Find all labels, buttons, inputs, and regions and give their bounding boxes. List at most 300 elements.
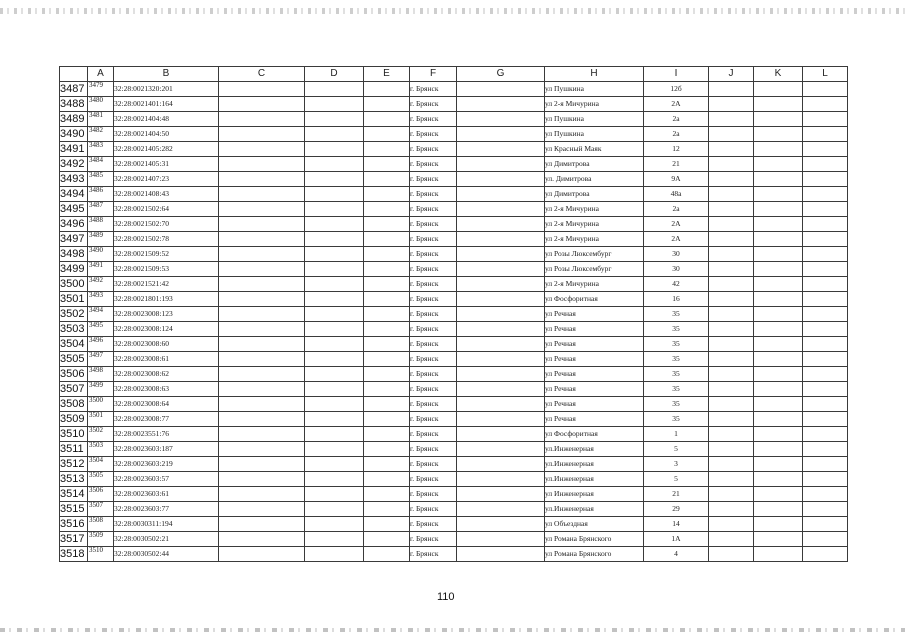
cell-d bbox=[305, 82, 364, 97]
cell-k bbox=[754, 442, 803, 457]
cell-d bbox=[305, 442, 364, 457]
cell-g bbox=[457, 232, 545, 247]
row-number: 3504 bbox=[60, 337, 88, 352]
cell-a bbox=[88, 262, 114, 277]
cell-cadastral-number: 32:28:0023603:77 bbox=[114, 502, 219, 517]
cell-d bbox=[305, 127, 364, 142]
cell-k bbox=[754, 337, 803, 352]
cell-a-value: 3507 bbox=[89, 501, 103, 509]
cell-e bbox=[364, 172, 410, 187]
cell-j bbox=[709, 172, 754, 187]
cell-c bbox=[219, 532, 305, 547]
cell-street: ул Фосфоритная bbox=[545, 292, 644, 307]
cell-city: г. Брянск bbox=[410, 457, 457, 472]
row-number: 3515 bbox=[60, 502, 88, 517]
cell-g bbox=[457, 202, 545, 217]
cell-house-number: 30 bbox=[644, 247, 709, 262]
cell-cadastral-number: 32:28:0021509:53 bbox=[114, 262, 219, 277]
column-header: A bbox=[88, 67, 114, 82]
cell-cadastral-number: 32:28:0021502:64 bbox=[114, 202, 219, 217]
cell-city: г. Брянск bbox=[410, 157, 457, 172]
cell-a bbox=[88, 97, 114, 112]
cell-cadastral-number: 32:28:0021801:193 bbox=[114, 292, 219, 307]
cell-cadastral-number: 32:28:0021320:201 bbox=[114, 82, 219, 97]
cell-j bbox=[709, 382, 754, 397]
cell-d bbox=[305, 517, 364, 532]
cell-d bbox=[305, 502, 364, 517]
table-row bbox=[60, 532, 848, 547]
cell-a bbox=[88, 547, 114, 562]
cell-c bbox=[219, 247, 305, 262]
cell-a bbox=[88, 172, 114, 187]
cell-j bbox=[709, 232, 754, 247]
cell-g bbox=[457, 427, 545, 442]
cell-k bbox=[754, 367, 803, 382]
cell-l bbox=[803, 187, 848, 202]
cell-g bbox=[457, 142, 545, 157]
cell-street: ул Речная bbox=[545, 382, 644, 397]
cell-l bbox=[803, 292, 848, 307]
cell-city: г. Брянск bbox=[410, 247, 457, 262]
row-number: 3518 bbox=[60, 547, 88, 562]
cell-g bbox=[457, 82, 545, 97]
cell-cadastral-number: 32:28:0021405:31 bbox=[114, 157, 219, 172]
cell-k bbox=[754, 322, 803, 337]
cell-house-number: 1А bbox=[644, 532, 709, 547]
cell-d bbox=[305, 427, 364, 442]
cell-house-number: 35 bbox=[644, 307, 709, 322]
cell-e bbox=[364, 352, 410, 367]
row-number: 3497 bbox=[60, 232, 88, 247]
cell-a bbox=[88, 457, 114, 472]
cell-e bbox=[364, 532, 410, 547]
cell-j bbox=[709, 397, 754, 412]
cell-a bbox=[88, 502, 114, 517]
cell-a-value: 3508 bbox=[89, 516, 103, 524]
column-header: D bbox=[305, 67, 364, 82]
cell-a-value: 3503 bbox=[89, 441, 103, 449]
cell-k bbox=[754, 217, 803, 232]
row-number: 3514 bbox=[60, 487, 88, 502]
table-row bbox=[60, 142, 848, 157]
cell-l bbox=[803, 457, 848, 472]
cell-e bbox=[364, 382, 410, 397]
cell-street: ул.Инженерная bbox=[545, 457, 644, 472]
table-row bbox=[60, 172, 848, 187]
row-number: 3493 bbox=[60, 172, 88, 187]
cell-c bbox=[219, 127, 305, 142]
cell-street: ул Речная bbox=[545, 322, 644, 337]
cell-house-number: 2а bbox=[644, 127, 709, 142]
cell-e bbox=[364, 367, 410, 382]
cell-cadastral-number: 32:28:0023603:61 bbox=[114, 487, 219, 502]
cell-l bbox=[803, 142, 848, 157]
cell-a-value: 3491 bbox=[89, 261, 103, 269]
cell-g bbox=[457, 352, 545, 367]
cell-g bbox=[457, 397, 545, 412]
cell-c bbox=[219, 397, 305, 412]
cell-l bbox=[803, 97, 848, 112]
cell-d bbox=[305, 187, 364, 202]
cell-a bbox=[88, 337, 114, 352]
row-number: 3507 bbox=[60, 382, 88, 397]
cell-l bbox=[803, 382, 848, 397]
cell-cadastral-number: 32:28:0021502:78 bbox=[114, 232, 219, 247]
cell-d bbox=[305, 217, 364, 232]
cell-k bbox=[754, 502, 803, 517]
cell-d bbox=[305, 487, 364, 502]
cell-city: г. Брянск bbox=[410, 397, 457, 412]
cell-l bbox=[803, 487, 848, 502]
column-header: K bbox=[754, 67, 803, 82]
row-number: 3500 bbox=[60, 277, 88, 292]
cell-g bbox=[457, 487, 545, 502]
row-number: 3487 bbox=[60, 82, 88, 97]
column-header: J bbox=[709, 67, 754, 82]
cell-e bbox=[364, 307, 410, 322]
cell-city: г. Брянск bbox=[410, 412, 457, 427]
cell-j bbox=[709, 217, 754, 232]
cell-a bbox=[88, 277, 114, 292]
cell-c bbox=[219, 457, 305, 472]
cell-city: г. Брянск bbox=[410, 502, 457, 517]
spreadsheet-table bbox=[59, 66, 848, 562]
cell-cadastral-number: 32:28:0021509:52 bbox=[114, 247, 219, 262]
row-number: 3510 bbox=[60, 427, 88, 442]
cell-a-value: 3510 bbox=[89, 546, 103, 554]
cell-j bbox=[709, 532, 754, 547]
row-number: 3508 bbox=[60, 397, 88, 412]
cell-cadastral-number: 32:28:0023008:124 bbox=[114, 322, 219, 337]
cell-a bbox=[88, 187, 114, 202]
cell-k bbox=[754, 187, 803, 202]
cell-city: г. Брянск bbox=[410, 547, 457, 562]
column-header: I bbox=[644, 67, 709, 82]
table-row bbox=[60, 502, 848, 517]
cell-a bbox=[88, 202, 114, 217]
cell-e bbox=[364, 142, 410, 157]
cell-j bbox=[709, 412, 754, 427]
row-number: 3496 bbox=[60, 217, 88, 232]
cell-city: г. Брянск bbox=[410, 517, 457, 532]
table-row bbox=[60, 187, 848, 202]
cell-k bbox=[754, 547, 803, 562]
table-row bbox=[60, 112, 848, 127]
table-row bbox=[60, 262, 848, 277]
cell-d bbox=[305, 112, 364, 127]
cell-k bbox=[754, 202, 803, 217]
cell-l bbox=[803, 247, 848, 262]
cell-house-number: 21 bbox=[644, 157, 709, 172]
cell-k bbox=[754, 532, 803, 547]
row-number: 3503 bbox=[60, 322, 88, 337]
cell-a-value: 3482 bbox=[89, 126, 103, 134]
cell-street: ул Речная bbox=[545, 367, 644, 382]
cell-city: г. Брянск bbox=[410, 97, 457, 112]
cell-l bbox=[803, 322, 848, 337]
cell-e bbox=[364, 127, 410, 142]
cell-house-number: 2А bbox=[644, 232, 709, 247]
cell-street: ул 2-я Мичурина bbox=[545, 97, 644, 112]
cell-j bbox=[709, 82, 754, 97]
cell-l bbox=[803, 412, 848, 427]
row-number: 3488 bbox=[60, 97, 88, 112]
row-number: 3512 bbox=[60, 457, 88, 472]
cell-j bbox=[709, 277, 754, 292]
cell-k bbox=[754, 352, 803, 367]
cell-d bbox=[305, 547, 364, 562]
table-row bbox=[60, 547, 848, 562]
cell-cadastral-number: 32:28:0030502:44 bbox=[114, 547, 219, 562]
cell-street: ул Речная bbox=[545, 412, 644, 427]
cell-j bbox=[709, 472, 754, 487]
column-header: C bbox=[219, 67, 305, 82]
cell-l bbox=[803, 262, 848, 277]
cell-cadastral-number: 32:28:0021405:282 bbox=[114, 142, 219, 157]
cell-city: г. Брянск bbox=[410, 172, 457, 187]
cell-j bbox=[709, 487, 754, 502]
cell-city: г. Брянск bbox=[410, 487, 457, 502]
cell-l bbox=[803, 127, 848, 142]
cell-g bbox=[457, 322, 545, 337]
cell-house-number: 35 bbox=[644, 367, 709, 382]
cell-k bbox=[754, 97, 803, 112]
cell-a bbox=[88, 532, 114, 547]
table-row bbox=[60, 397, 848, 412]
cell-c bbox=[219, 307, 305, 322]
cell-c bbox=[219, 172, 305, 187]
table-row bbox=[60, 487, 848, 502]
table-row bbox=[60, 472, 848, 487]
cell-d bbox=[305, 277, 364, 292]
cell-l bbox=[803, 397, 848, 412]
table-row bbox=[60, 427, 848, 442]
cell-e bbox=[364, 202, 410, 217]
cell-city: г. Брянск bbox=[410, 367, 457, 382]
cell-city: г. Брянск bbox=[410, 262, 457, 277]
cell-e bbox=[364, 472, 410, 487]
cell-a bbox=[88, 367, 114, 382]
cell-e bbox=[364, 412, 410, 427]
cell-a-value: 3497 bbox=[89, 351, 103, 359]
cell-e bbox=[364, 487, 410, 502]
cell-house-number: 42 bbox=[644, 277, 709, 292]
row-number: 3505 bbox=[60, 352, 88, 367]
table-row bbox=[60, 307, 848, 322]
cell-g bbox=[457, 262, 545, 277]
table-row bbox=[60, 412, 848, 427]
cell-a-value: 3494 bbox=[89, 306, 103, 314]
cell-a-value: 3498 bbox=[89, 366, 103, 374]
cell-g bbox=[457, 127, 545, 142]
cell-j bbox=[709, 202, 754, 217]
row-number: 3511 bbox=[60, 442, 88, 457]
cell-a-value: 3493 bbox=[89, 291, 103, 299]
cell-k bbox=[754, 412, 803, 427]
cell-g bbox=[457, 367, 545, 382]
cell-cadastral-number: 32:28:0021502:70 bbox=[114, 217, 219, 232]
row-number: 3498 bbox=[60, 247, 88, 262]
cell-house-number: 48а bbox=[644, 187, 709, 202]
cell-e bbox=[364, 277, 410, 292]
cell-d bbox=[305, 412, 364, 427]
cell-l bbox=[803, 517, 848, 532]
cell-k bbox=[754, 157, 803, 172]
cell-j bbox=[709, 247, 754, 262]
table-row bbox=[60, 457, 848, 472]
cell-cadastral-number: 32:28:0021401:164 bbox=[114, 97, 219, 112]
cell-house-number: 2а bbox=[644, 112, 709, 127]
row-number: 3517 bbox=[60, 532, 88, 547]
cell-a-value: 3490 bbox=[89, 246, 103, 254]
cell-e bbox=[364, 247, 410, 262]
cell-c bbox=[219, 322, 305, 337]
cell-l bbox=[803, 172, 848, 187]
column-header: G bbox=[457, 67, 545, 82]
table-row bbox=[60, 82, 848, 97]
cell-j bbox=[709, 367, 754, 382]
cell-j bbox=[709, 307, 754, 322]
row-number: 3502 bbox=[60, 307, 88, 322]
cell-d bbox=[305, 172, 364, 187]
cell-j bbox=[709, 157, 754, 172]
cell-city: г. Брянск bbox=[410, 277, 457, 292]
cell-a-value: 3506 bbox=[89, 486, 103, 494]
cell-cadastral-number: 32:28:0023603:57 bbox=[114, 472, 219, 487]
cell-house-number: 4 bbox=[644, 547, 709, 562]
scan-noise-top bbox=[0, 8, 905, 14]
row-number: 3516 bbox=[60, 517, 88, 532]
table-row bbox=[60, 352, 848, 367]
cell-l bbox=[803, 547, 848, 562]
cell-a-value: 3496 bbox=[89, 336, 103, 344]
cell-c bbox=[219, 382, 305, 397]
cell-street: ул 2-я Мичурина bbox=[545, 277, 644, 292]
cell-house-number: 14 bbox=[644, 517, 709, 532]
cell-city: г. Брянск bbox=[410, 112, 457, 127]
cell-g bbox=[457, 112, 545, 127]
cell-e bbox=[364, 547, 410, 562]
cell-cadastral-number: 32:28:0023008:63 bbox=[114, 382, 219, 397]
cell-house-number: 35 bbox=[644, 337, 709, 352]
cell-a-value: 3486 bbox=[89, 186, 103, 194]
cell-house-number: 30 bbox=[644, 262, 709, 277]
cell-street: ул 2-я Мичурина bbox=[545, 232, 644, 247]
cell-e bbox=[364, 82, 410, 97]
cell-j bbox=[709, 517, 754, 532]
cell-j bbox=[709, 97, 754, 112]
table-row bbox=[60, 517, 848, 532]
cell-house-number: 12 bbox=[644, 142, 709, 157]
cell-house-number: 35 bbox=[644, 352, 709, 367]
cell-e bbox=[364, 97, 410, 112]
cell-house-number: 3 bbox=[644, 457, 709, 472]
cell-j bbox=[709, 442, 754, 457]
cell-l bbox=[803, 427, 848, 442]
cell-c bbox=[219, 412, 305, 427]
cell-city: г. Брянск bbox=[410, 337, 457, 352]
cell-street: ул Речная bbox=[545, 337, 644, 352]
cell-c bbox=[219, 157, 305, 172]
cell-l bbox=[803, 232, 848, 247]
column-header: L bbox=[803, 67, 848, 82]
cell-street: ул Инженерная bbox=[545, 487, 644, 502]
cell-cadastral-number: 32:28:0021408:43 bbox=[114, 187, 219, 202]
cell-house-number: 16 bbox=[644, 292, 709, 307]
cell-g bbox=[457, 292, 545, 307]
cell-cadastral-number: 32:28:0023008:62 bbox=[114, 367, 219, 382]
cell-d bbox=[305, 382, 364, 397]
cell-city: г. Брянск bbox=[410, 442, 457, 457]
cell-house-number: 1 bbox=[644, 427, 709, 442]
cell-g bbox=[457, 382, 545, 397]
row-number: 3495 bbox=[60, 202, 88, 217]
cell-a-value: 3509 bbox=[89, 531, 103, 539]
cell-k bbox=[754, 397, 803, 412]
table-row bbox=[60, 322, 848, 337]
cell-l bbox=[803, 217, 848, 232]
cell-e bbox=[364, 427, 410, 442]
cell-d bbox=[305, 457, 364, 472]
cell-house-number: 29 bbox=[644, 502, 709, 517]
row-number: 3491 bbox=[60, 142, 88, 157]
cell-l bbox=[803, 472, 848, 487]
cell-j bbox=[709, 112, 754, 127]
cell-house-number: 35 bbox=[644, 382, 709, 397]
cell-a bbox=[88, 292, 114, 307]
cell-d bbox=[305, 157, 364, 172]
row-number: 3509 bbox=[60, 412, 88, 427]
cell-g bbox=[457, 97, 545, 112]
cell-e bbox=[364, 442, 410, 457]
page-number: 110 bbox=[437, 591, 455, 603]
cell-street: ул Пушкина bbox=[545, 127, 644, 142]
cell-a bbox=[88, 157, 114, 172]
cell-g bbox=[457, 187, 545, 202]
cell-street: ул Розы Люксембург bbox=[545, 262, 644, 277]
cell-city: г. Брянск bbox=[410, 82, 457, 97]
row-number: 3494 bbox=[60, 187, 88, 202]
cell-j bbox=[709, 127, 754, 142]
cell-street: ул Романа Брянского bbox=[545, 532, 644, 547]
cell-e bbox=[364, 337, 410, 352]
cell-house-number: 35 bbox=[644, 412, 709, 427]
cell-d bbox=[305, 367, 364, 382]
cell-k bbox=[754, 112, 803, 127]
cell-c bbox=[219, 427, 305, 442]
column-header: H bbox=[545, 67, 644, 82]
table-row bbox=[60, 292, 848, 307]
row-number: 3489 bbox=[60, 112, 88, 127]
cell-cadastral-number: 32:28:0023008:77 bbox=[114, 412, 219, 427]
cell-a-value: 3483 bbox=[89, 141, 103, 149]
cell-g bbox=[457, 457, 545, 472]
cell-street: ул.Инженерная bbox=[545, 442, 644, 457]
cell-k bbox=[754, 277, 803, 292]
cell-a bbox=[88, 382, 114, 397]
cell-d bbox=[305, 232, 364, 247]
scan-noise-bottom bbox=[0, 628, 905, 632]
cell-a-value: 3501 bbox=[89, 411, 103, 419]
column-header: F bbox=[410, 67, 457, 82]
cell-a-value: 3488 bbox=[89, 216, 103, 224]
cell-city: г. Брянск bbox=[410, 202, 457, 217]
row-number: 3490 bbox=[60, 127, 88, 142]
cell-g bbox=[457, 472, 545, 487]
cell-house-number: 5 bbox=[644, 442, 709, 457]
cell-a-value: 3500 bbox=[89, 396, 103, 404]
cell-a bbox=[88, 442, 114, 457]
